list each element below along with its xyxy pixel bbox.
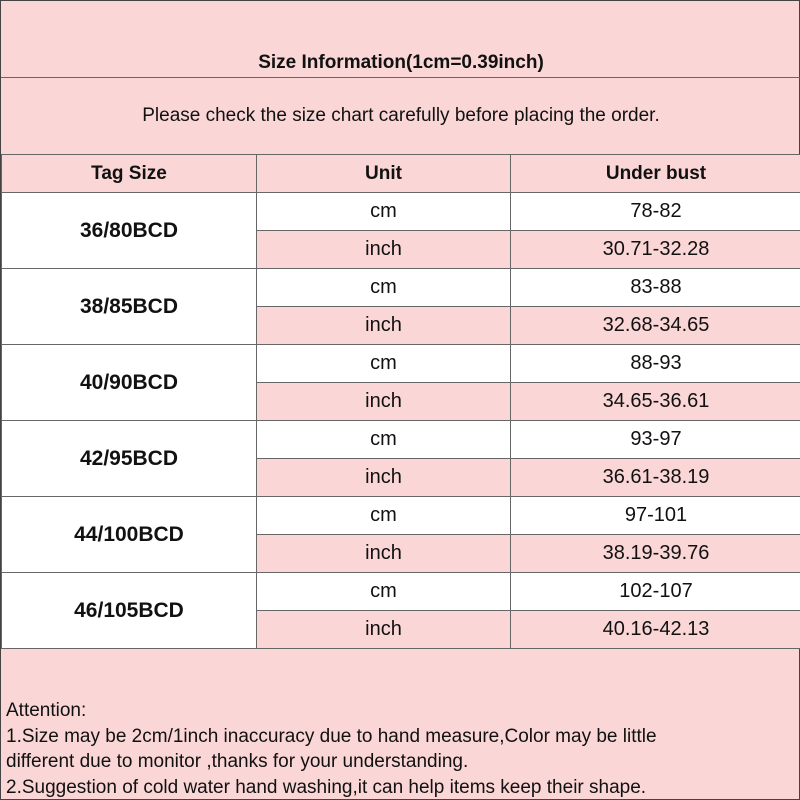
under-bust-cell: 38.19-39.76 (511, 535, 800, 573)
size-info-title: Size Information(1cm=0.39inch) (258, 52, 544, 73)
tag-size-cell: 36/80BCD (2, 193, 257, 269)
tag-size-cell: 40/90BCD (2, 345, 257, 421)
unit-cell: inch (257, 611, 511, 649)
unit-cell: cm (257, 193, 511, 231)
unit-cell: inch (257, 459, 511, 497)
unit-cell: cm (257, 421, 511, 459)
under-bust-cell: 83-88 (511, 269, 800, 307)
column-header-under-bust: Under bust (511, 155, 800, 193)
unit-cell: cm (257, 345, 511, 383)
attention-notes (6, 698, 796, 800)
column-header-unit: Unit (257, 155, 511, 193)
attention-line: 1.Size may be 2cm/1inch inaccuracy due to hand measure,Color may be little (6, 725, 657, 747)
under-bust-cell: 40.16-42.13 (511, 611, 800, 649)
table-row (2, 193, 800, 231)
under-bust-cell: 36.61-38.19 (511, 459, 800, 497)
column-header-tag-size: Tag Size (2, 155, 257, 193)
under-bust-cell: 97-101 (511, 497, 800, 535)
tag-size-cell: 38/85BCD (2, 269, 257, 345)
under-bust-cell: 102-107 (511, 573, 800, 611)
unit-cell: cm (257, 497, 511, 535)
tag-size-cell: 44/100BCD (2, 497, 257, 573)
under-bust-cell: 88-93 (511, 345, 800, 383)
unit-cell: cm (257, 269, 511, 307)
table-row (2, 573, 800, 611)
unit-cell: cm (257, 573, 511, 611)
table-row (2, 269, 800, 307)
tag-size-cell: 42/95BCD (2, 421, 257, 497)
attention-line: different due to monitor ,thanks for your understanding. (6, 751, 469, 772)
under-bust-cell: 30.71-32.28 (511, 231, 800, 269)
table-row (2, 345, 800, 383)
under-bust-cell: 34.65-36.61 (511, 383, 800, 421)
unit-cell: inch (257, 383, 511, 421)
tag-size-cell: 46/105BCD (2, 573, 257, 649)
under-bust-cell: 78-82 (511, 193, 800, 231)
unit-cell: inch (257, 231, 511, 269)
attention-line: 2.Suggestion of cold water hand washing,it can help items keep their shape. (6, 776, 647, 798)
divider (1, 77, 800, 78)
table-row (2, 497, 800, 535)
under-bust-cell: 32.68-34.65 (511, 307, 800, 345)
size-check-note: Please check the size chart carefully before placing the order. (142, 105, 660, 126)
unit-cell: inch (257, 535, 511, 573)
size-table (1, 154, 800, 649)
table-row (2, 421, 800, 459)
table-header-row (2, 155, 800, 193)
under-bust-cell: 93-97 (511, 421, 800, 459)
attention-heading: Attention: (6, 700, 87, 721)
unit-cell: inch (257, 307, 511, 345)
